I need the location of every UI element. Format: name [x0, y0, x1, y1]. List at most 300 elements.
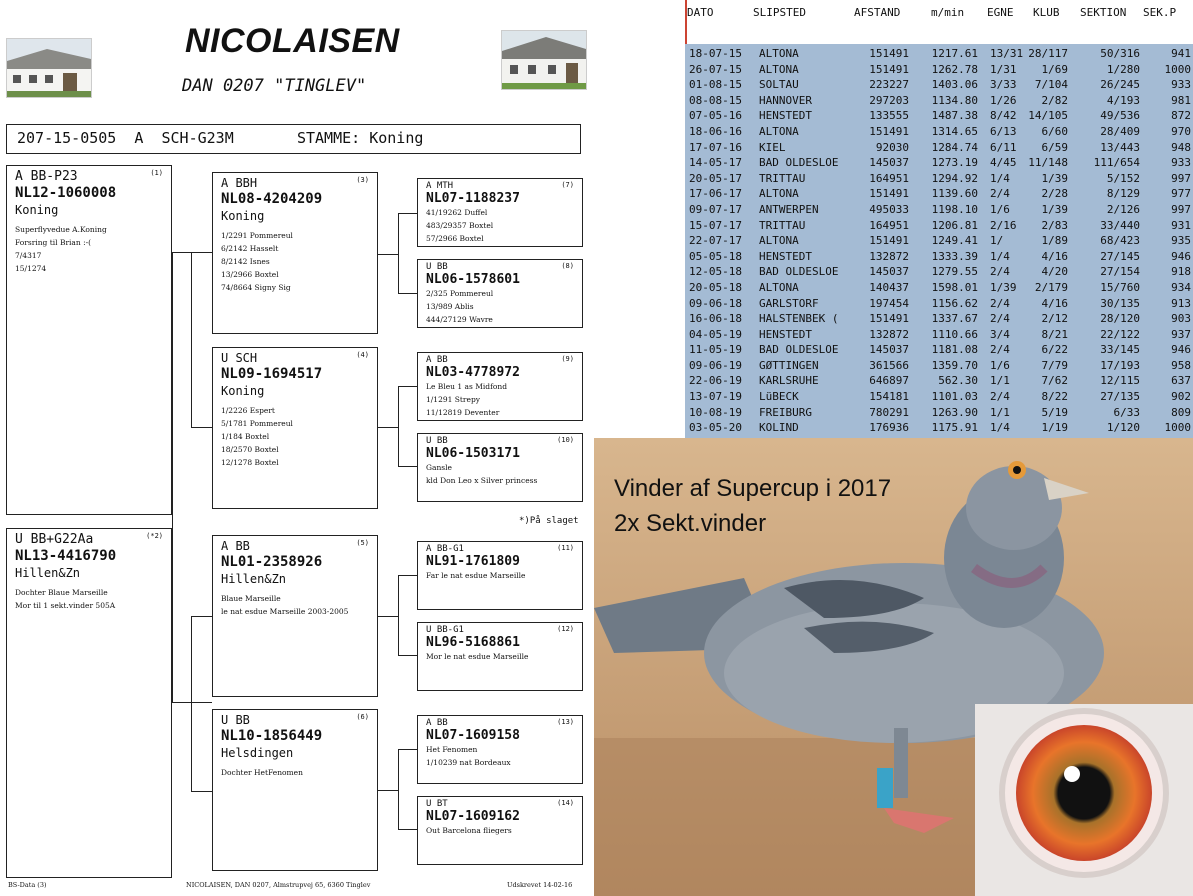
table-cell: 2/4: [990, 296, 1010, 310]
table-row: [685, 140, 1193, 156]
table-cell: 17/193: [1100, 358, 1140, 372]
table-cell: 1206.81: [931, 218, 978, 232]
table-cell: 11-05-19: [689, 343, 742, 357]
table-cell: 1217.61: [931, 47, 978, 60]
table-cell: 11/148: [1028, 156, 1068, 170]
table-row: [685, 342, 1193, 358]
footer-left: BS-Data (3): [8, 881, 47, 889]
table-cell: 7/62: [1041, 374, 1068, 388]
owner-name: NICOLAISEN: [185, 22, 400, 60]
table-cell: 08-08-15: [689, 93, 742, 107]
table-cell: 151491: [869, 312, 909, 326]
pigeon-id-bar: 207-15-0505 A SCH-G23M STAMME: Koning: [6, 124, 581, 154]
table-cell: 6/59: [1041, 140, 1068, 154]
color-code: A MTH: [426, 181, 454, 191]
table-cell: 5/152: [1106, 171, 1140, 185]
note: Gansle: [426, 463, 452, 472]
color-code: U BB: [426, 262, 448, 272]
table-cell: 7/79: [1041, 358, 1068, 372]
table-row: [685, 373, 1193, 389]
color-code: U BB+G22Aa: [15, 532, 94, 547]
table-cell: 1487.38: [931, 109, 978, 123]
table-cell: KARLSRUHE: [759, 374, 819, 388]
table-cell: 151491: [869, 47, 909, 60]
column-header: EGNE: [987, 6, 1014, 19]
table-cell: 151491: [869, 187, 909, 201]
table-cell: 12-05-18: [689, 265, 742, 279]
table-cell: 646897: [869, 374, 909, 388]
photo-caption-line2: 2x Sekt.vinder: [614, 510, 767, 537]
ring-number: NL06-1578601: [426, 272, 520, 287]
pigeon-illustration: [594, 438, 1193, 896]
column-header: m/min: [931, 6, 965, 19]
table-cell: 20-05-17: [689, 171, 742, 185]
table-cell: 164951: [869, 171, 909, 185]
position-number: (3): [356, 176, 369, 184]
table-cell: 1314.65: [931, 124, 978, 138]
table-cell: 1333.39: [931, 249, 978, 263]
position-number: (12): [557, 625, 574, 633]
table-cell: 1/: [990, 234, 1004, 248]
table-cell: 30/135: [1100, 296, 1140, 310]
table-cell: 13/31: [990, 47, 1024, 60]
table-cell: 145037: [869, 156, 909, 170]
table-cell: 09-06-18: [689, 296, 742, 310]
table-cell: 22-07-17: [689, 234, 742, 248]
table-cell: 17-06-17: [689, 187, 742, 201]
table-cell: BAD OLDESLOE: [759, 265, 839, 279]
table-cell: 1/39: [990, 280, 1017, 294]
column-header: SLIPSTED: [753, 6, 806, 19]
pedigree-box-12: [417, 622, 583, 691]
table-cell: 495033: [869, 202, 909, 216]
table-row: [685, 108, 1193, 124]
note: Forsring til Brian :-(: [15, 238, 92, 247]
table-cell: 1598.01: [931, 280, 978, 294]
table-cell: 01-08-15: [689, 78, 742, 92]
table-cell: 918: [1171, 265, 1191, 279]
table-cell: 14/105: [1028, 109, 1068, 123]
table-row: [685, 358, 1193, 374]
connector-1-3-4: [191, 252, 212, 428]
note: Out Barcelona fliegers: [426, 826, 512, 835]
table-cell: 1294.92: [931, 171, 978, 185]
table-cell: 15/760: [1100, 280, 1140, 294]
pedigree-box-dam: [6, 528, 172, 878]
position-number: (9): [561, 355, 574, 363]
table-cell: 2/28: [1041, 187, 1068, 201]
pedigree-box-7: [417, 178, 583, 247]
table-cell: 26-07-15: [689, 62, 742, 76]
table-row: [685, 186, 1193, 202]
pedigree-box-13: [417, 715, 583, 784]
column-header: SEK.P: [1143, 6, 1177, 19]
note: 5/1781 Pommereul: [221, 419, 293, 428]
position-number: (13): [557, 718, 574, 726]
table-cell: ALTONA: [759, 234, 799, 248]
table-cell: SOLTAU: [759, 78, 799, 92]
table-cell: 1110.66: [931, 327, 978, 341]
table-cell: 145037: [869, 265, 909, 279]
table-cell: 1/1: [990, 405, 1010, 419]
table-cell: 1/120: [1106, 421, 1140, 435]
position-number: (6): [356, 713, 369, 721]
table-cell: 6/11: [990, 140, 1017, 154]
ring-number: NL08-4204209: [221, 191, 323, 207]
table-cell: 8/129: [1106, 187, 1140, 201]
table-cell: 1/4: [990, 171, 1010, 185]
pedigree-box-8: [417, 259, 583, 328]
table-cell: 1175.91: [931, 421, 978, 435]
table-cell: 151491: [869, 124, 909, 138]
table-cell: 145037: [869, 343, 909, 357]
color-code: U BB-G1: [426, 625, 464, 635]
table-cell: 361566: [869, 358, 909, 372]
note: 6/2142 Hasselt: [221, 244, 279, 253]
strain: Koning: [221, 209, 265, 223]
table-row: [685, 296, 1193, 312]
table-row: [685, 389, 1193, 405]
table-cell: 8/42: [990, 109, 1017, 123]
table-cell: 1/39: [1041, 171, 1068, 185]
table-row: [685, 218, 1193, 234]
table-cell: 1262.78: [931, 62, 978, 76]
note: 18/2570 Boxtel: [221, 445, 279, 454]
ring-number: NL10-1856449: [221, 728, 323, 744]
table-cell: 1101.03: [931, 390, 978, 404]
table-cell: ALTONA: [759, 124, 799, 138]
table-cell: 997: [1171, 202, 1191, 216]
table-cell: 780291: [869, 405, 909, 419]
results-table-body: [685, 46, 1193, 436]
table-cell: 941: [1171, 47, 1191, 60]
table-cell: GARLSTORF: [759, 296, 819, 310]
table-row: [685, 249, 1193, 265]
table-cell: 946: [1171, 249, 1191, 263]
column-header: KLUB: [1033, 6, 1060, 19]
note: Dochter HetFenomen: [221, 768, 303, 777]
column-header: AFSTAND: [854, 6, 901, 19]
table-cell: 2/4: [990, 343, 1010, 357]
table-cell: 934: [1171, 280, 1191, 294]
table-cell: 09-07-17: [689, 202, 742, 216]
table-cell: 16-06-18: [689, 312, 742, 326]
table-cell: 14-05-17: [689, 156, 742, 170]
table-cell: 1359.70: [931, 358, 978, 372]
table-row: [685, 171, 1193, 187]
table-cell: 1000: [1164, 421, 1191, 435]
table-cell: 132872: [869, 327, 909, 341]
table-cell: 2/82: [1041, 93, 1068, 107]
table-cell: 12/115: [1100, 374, 1140, 388]
table-cell: 1249.41: [931, 234, 978, 248]
color-code: A BB: [221, 539, 250, 553]
table-cell: 7/104: [1034, 78, 1068, 92]
table-cell: 931: [1171, 218, 1191, 232]
table-cell: 140437: [869, 280, 909, 294]
table-cell: 1279.55: [931, 265, 978, 279]
table-cell: 913: [1171, 296, 1191, 310]
note: 15/1274: [15, 264, 47, 273]
note: Het Fenomen: [426, 745, 478, 754]
note: 7/4317: [15, 251, 42, 260]
table-cell: 6/33: [1113, 405, 1140, 419]
strain: Koning: [15, 203, 59, 217]
table-cell: 1/6: [990, 358, 1010, 372]
table-cell: 03-05-20: [689, 421, 742, 435]
table-cell: 05-05-18: [689, 249, 742, 263]
table-cell: 1/69: [1041, 62, 1068, 76]
color-code: A BBH: [221, 176, 258, 190]
pigeon-photo: [594, 438, 1193, 896]
table-cell: 2/179: [1034, 280, 1068, 294]
table-cell: 2/4: [990, 187, 1010, 201]
table-cell: 8/22: [1041, 390, 1068, 404]
ring-number: NL07-1188237: [426, 191, 520, 206]
table-cell: 981: [1171, 93, 1191, 107]
table-row: [685, 46, 1193, 62]
table-cell: 1/89: [1041, 234, 1068, 248]
pedigree-box-11: [417, 541, 583, 610]
ring-number: NL13-4416790: [15, 548, 117, 564]
table-cell: 28/120: [1100, 312, 1140, 326]
ring-number: NL01-2358926: [221, 554, 323, 570]
table-cell: 948: [1171, 140, 1191, 154]
results-table-header: [685, 0, 1193, 44]
connector-line: [377, 616, 398, 617]
table-cell: HANNOVER: [759, 93, 812, 107]
note: 1/10239 nat Bordeaux: [426, 758, 511, 767]
connector-2-5-6: [191, 616, 212, 792]
table-cell: 637: [1171, 374, 1191, 388]
connector-6-13-14: [398, 749, 417, 830]
table-cell: TRITTAU: [759, 218, 806, 232]
column-header: DATO: [687, 6, 714, 19]
table-cell: ALTONA: [759, 47, 799, 60]
table-cell: LüBECK: [759, 390, 799, 404]
table-cell: 132872: [869, 249, 909, 263]
table-cell: 6/22: [1041, 343, 1068, 357]
table-cell: 6/13: [990, 124, 1017, 138]
position-number: (1): [150, 169, 163, 177]
table-cell: 20-05-18: [689, 280, 742, 294]
pedigree-box-4: [212, 347, 378, 509]
note: 1/2226 Espert: [221, 406, 275, 415]
table-row: [685, 233, 1193, 249]
note: 1/2291 Pommereul: [221, 231, 293, 240]
note: 483/29357 Boxtel: [426, 221, 494, 230]
table-cell: 1/39: [1041, 202, 1068, 216]
table-cell: 2/4: [990, 312, 1010, 326]
pedigree-box-6: [212, 709, 378, 871]
table-cell: 297203: [869, 93, 909, 107]
strain: Koning: [221, 384, 265, 398]
table-cell: 1/4: [990, 249, 1010, 263]
table-cell: 1156.62: [931, 296, 978, 310]
color-code: A BB: [426, 355, 448, 365]
table-cell: 4/193: [1106, 93, 1140, 107]
pedigree-box-14: [417, 796, 583, 865]
table-cell: 33/440: [1100, 218, 1140, 232]
position-number: (7): [561, 181, 574, 189]
strain: Hillen&Zn: [15, 566, 81, 580]
table-cell: 2/12: [1041, 312, 1068, 326]
table-cell: 111/654: [1093, 156, 1140, 170]
color-code: U BT: [426, 799, 448, 809]
table-row: [685, 311, 1193, 327]
ring-number: NL12-1060008: [15, 185, 117, 201]
table-cell: 933: [1171, 78, 1191, 92]
note: Far le nat esdue Marseille: [426, 571, 526, 580]
table-cell: 1263.90: [931, 405, 978, 419]
table-cell: 176936: [869, 421, 909, 435]
table-cell: 27/135: [1100, 390, 1140, 404]
table-cell: 1134.80: [931, 93, 978, 107]
table-cell: 935: [1171, 234, 1191, 248]
table-cell: 68/423: [1100, 234, 1140, 248]
table-cell: 958: [1171, 358, 1191, 372]
table-row: [685, 124, 1193, 140]
table-row: [685, 405, 1193, 421]
connector-line: [377, 790, 398, 791]
table-cell: 1/31: [990, 62, 1017, 76]
position-number: (14): [557, 799, 574, 807]
on-loft-note: *)På slaget: [519, 516, 579, 526]
table-row: [685, 93, 1193, 109]
table-cell: 3/33: [990, 78, 1017, 92]
connector-5-11-12: [398, 575, 417, 656]
table-cell: 1/280: [1106, 62, 1140, 76]
color-code: A BB: [426, 718, 448, 728]
table-cell: 164951: [869, 218, 909, 232]
column-header: SEKTION: [1080, 6, 1127, 19]
table-row: [685, 155, 1193, 171]
table-cell: 903: [1171, 312, 1191, 326]
table-cell: 17-07-16: [689, 140, 742, 154]
table-cell: TRITTAU: [759, 171, 806, 185]
table-cell: 92030: [875, 140, 909, 154]
table-cell: 07-05-16: [689, 109, 742, 123]
note: Superflyvedue A.Koning: [15, 225, 107, 234]
table-cell: 4/16: [1041, 249, 1068, 263]
farm-photo-right: [501, 30, 587, 90]
color-code: A BB-P23: [15, 169, 78, 184]
table-cell: 22-06-19: [689, 374, 742, 388]
table-cell: 3/4: [990, 327, 1010, 341]
table-cell: 1000: [1164, 62, 1191, 76]
position-number: (4): [356, 351, 369, 359]
footer-center: NICOLAISEN, DAN 0207, Almstrupvej 65, 6360 Tinglev: [186, 881, 371, 889]
photo-caption-line1: Vinder af Supercup i 2017: [614, 475, 892, 502]
table-cell: ALTONA: [759, 187, 799, 201]
table-cell: 27/154: [1100, 265, 1140, 279]
note: Le Bleu 1 as Midfond: [426, 382, 508, 391]
results-table: [685, 0, 1193, 438]
color-code: U BB: [426, 436, 448, 446]
table-cell: 5/19: [1041, 405, 1068, 419]
table-cell: 49/536: [1100, 109, 1140, 123]
table-cell: 977: [1171, 187, 1191, 201]
table-cell: 1/4: [990, 421, 1010, 435]
table-cell: 4/20: [1041, 265, 1068, 279]
table-cell: BAD OLDESLOE: [759, 343, 839, 357]
table-cell: 1/6: [990, 202, 1010, 216]
table-cell: ALTONA: [759, 280, 799, 294]
note: 41/19262 Duffel: [426, 208, 488, 217]
table-cell: 2/126: [1106, 202, 1140, 216]
table-cell: 22/122: [1100, 327, 1140, 341]
table-cell: 33/145: [1100, 343, 1140, 357]
table-cell: 27/145: [1100, 249, 1140, 263]
table-cell: 2/16: [990, 218, 1017, 232]
farm-photo-left: [6, 38, 92, 98]
note: 11/12819 Deventer: [426, 408, 500, 417]
pedigree-box-sire: [6, 165, 172, 515]
note: kld Don Leo x Silver princess: [426, 476, 538, 485]
table-cell: 26/245: [1100, 78, 1140, 92]
table-cell: 997: [1171, 171, 1191, 185]
table-cell: 13/443: [1100, 140, 1140, 154]
note: 57/2966 Boxtel: [426, 234, 484, 243]
ring-number: NL06-1503171: [426, 446, 520, 461]
table-cell: 970: [1171, 124, 1191, 138]
table-cell: 4/45: [990, 156, 1017, 170]
pedigree-box-5: [212, 535, 378, 697]
table-cell: 1284.74: [931, 140, 978, 154]
table-cell: 8/21: [1041, 327, 1068, 341]
table-row: [685, 77, 1193, 93]
table-cell: 13-07-19: [689, 390, 742, 404]
table-cell: KIEL: [759, 140, 786, 154]
table-cell: HALSTENBEK (: [759, 312, 839, 326]
position-number: (8): [561, 262, 574, 270]
table-cell: 2/4: [990, 390, 1010, 404]
table-cell: 15-07-17: [689, 218, 742, 232]
note: 1/184 Boxtel: [221, 432, 270, 441]
table-cell: 197454: [869, 296, 909, 310]
table-cell: 6/60: [1041, 124, 1068, 138]
footer-right: Udskrevet 14-02-16: [507, 881, 573, 889]
table-cell: 2/83: [1041, 218, 1068, 232]
table-cell: 133555: [869, 109, 909, 123]
color-code: A BB-G1: [426, 544, 464, 554]
table-cell: 1337.67: [931, 312, 978, 326]
table-cell: ANTWERPEN: [759, 202, 819, 216]
ring-number: NL91-1761809: [426, 554, 520, 569]
table-cell: KOLIND: [759, 421, 799, 435]
table-cell: 151491: [869, 234, 909, 248]
note: 12/1278 Boxtel: [221, 458, 279, 467]
table-row: [685, 420, 1193, 436]
table-cell: HENSTEDT: [759, 327, 812, 341]
ring-number: NL96-5168861: [426, 635, 520, 650]
table-cell: GØTTINGEN: [759, 358, 819, 372]
table-cell: 1403.06: [931, 78, 978, 92]
table-cell: 4/16: [1041, 296, 1068, 310]
table-cell: 1198.10: [931, 202, 978, 216]
note: 1/1291 Strepy: [426, 395, 480, 404]
pedigree-box-3: [212, 172, 378, 334]
note: 444/27129 Wavre: [426, 315, 493, 324]
connector-4-9-10: [398, 386, 417, 467]
note: 74/8664 Signy Sig: [221, 283, 291, 292]
table-cell: 933: [1171, 156, 1191, 170]
table-cell: 1139.60: [931, 187, 978, 201]
ring-number: NL09-1694517: [221, 366, 323, 382]
note: 8/2142 Isnes: [221, 257, 270, 266]
ring-number: NL07-1609162: [426, 809, 520, 824]
table-cell: ALTONA: [759, 62, 799, 76]
